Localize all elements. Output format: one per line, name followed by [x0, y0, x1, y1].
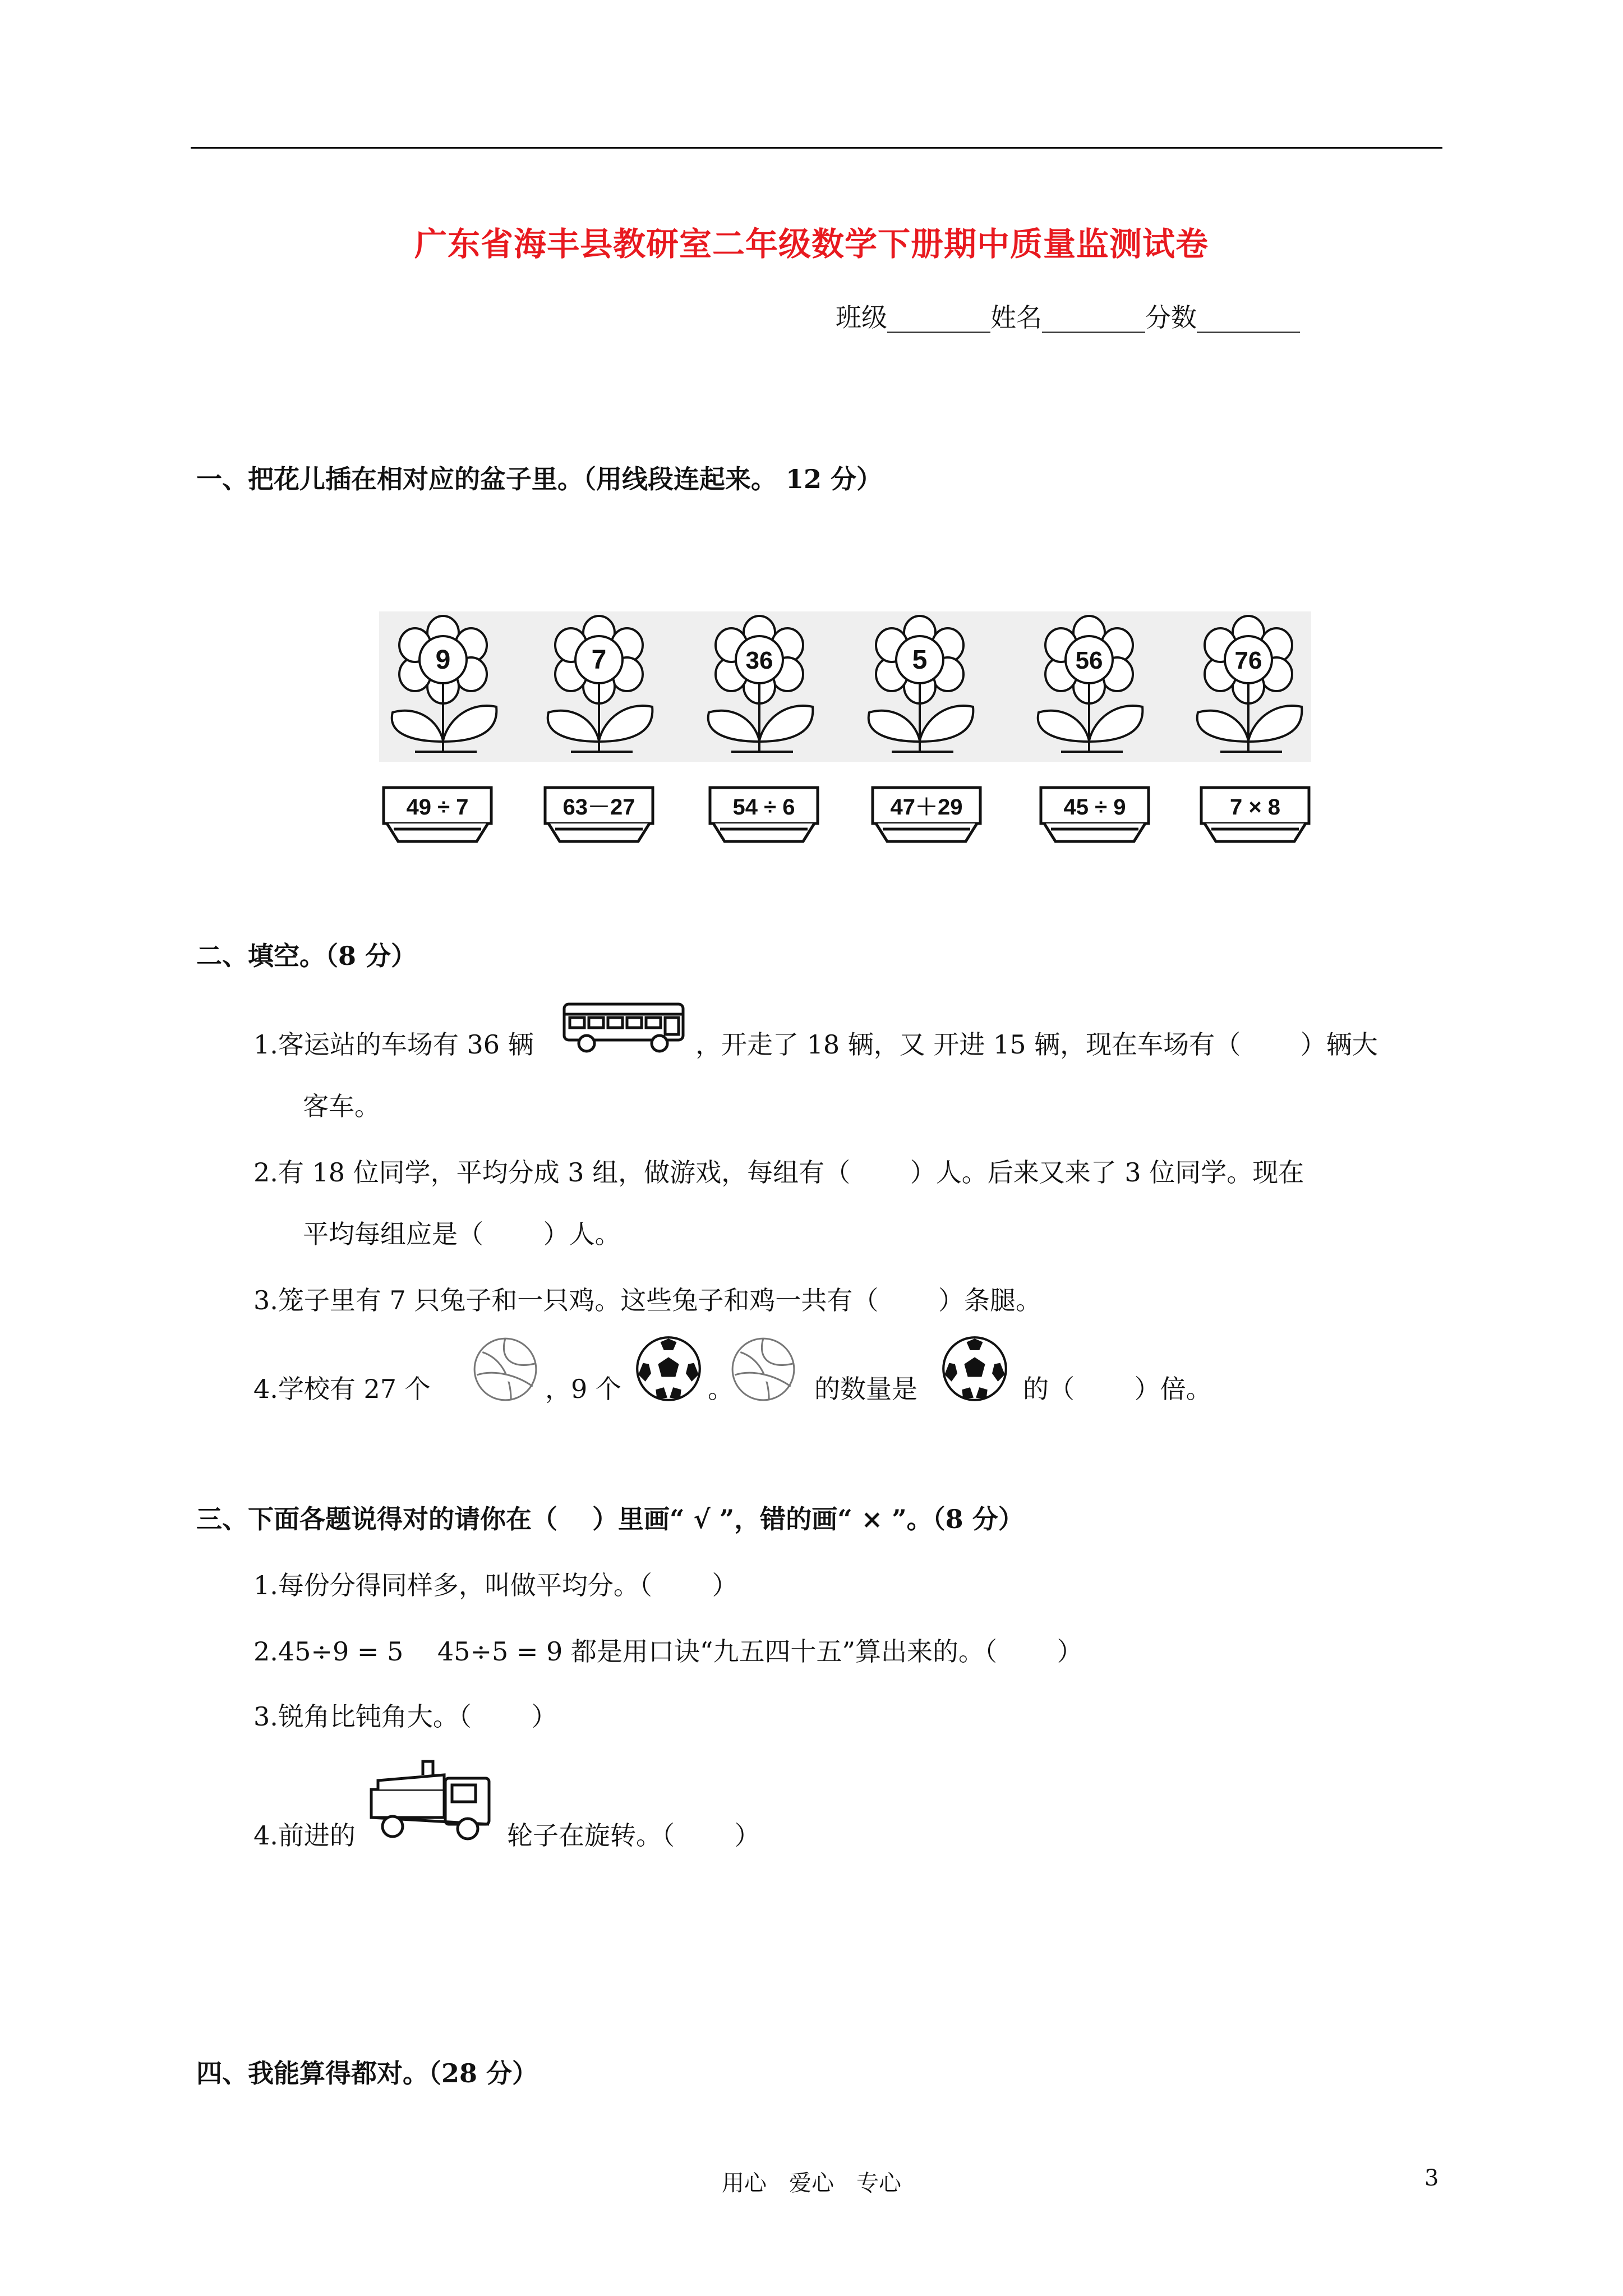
flower-4: [858, 611, 981, 762]
q2-4-part-e: 的（ ）倍。: [1023, 1374, 1212, 1404]
flower-6: [1187, 611, 1310, 762]
bus-icon: [561, 999, 689, 1055]
soccer-ball-icon: [634, 1334, 703, 1404]
truck-icon: [367, 1758, 496, 1842]
q3-1: 1.每份分得同样多，叫做平均分。（ ）: [253, 1570, 738, 1600]
volleyball-icon: [471, 1335, 540, 1404]
q2-4-part-d: 的数量是: [814, 1374, 917, 1404]
pot-3: [708, 785, 820, 845]
q2-4-part-b: ，9 个: [545, 1374, 621, 1404]
pot-label-4: 47＋29: [890, 795, 963, 820]
pot-4: [870, 785, 983, 845]
q2-1-part-a: 1.客运站的车场有 36 辆: [253, 1029, 534, 1060]
pot-5: [1039, 785, 1151, 845]
pot-label-2: 63－27: [562, 795, 635, 820]
flower-5: [1027, 611, 1151, 762]
flower-2: [537, 611, 661, 762]
q2-2-line-1: 2.有 18 位同学，平均分成 3 组，做游戏，每组有（ ）人。后来又来了 3 位同学。现在: [253, 1157, 1304, 1188]
flower-3: [698, 611, 821, 762]
q2-4-part-a: 4.学校有 27 个: [253, 1374, 431, 1404]
page-title: 广东省海丰县教研室二年级数学下册期中质量监测试卷: [414, 225, 1209, 263]
q2-4-part-c: 。: [708, 1374, 734, 1404]
section3-heading: 三、下面各题说得对的请你在（ ）里画“ √ ”，错的画“ × ”。（8 分）: [196, 1504, 1024, 1534]
volleyball-icon-2: [729, 1335, 797, 1404]
q3-4-part-b: 轮子在旋转。（ ）: [507, 1820, 760, 1851]
section2-heading: 二、填空。（8 分）: [196, 941, 417, 971]
soccer-ball-icon-2: [940, 1334, 1009, 1404]
pot-6: [1199, 785, 1311, 845]
footer-text: 用心 爱心 专心: [722, 2170, 901, 2196]
pot-label-3: 54 ÷ 6: [732, 795, 795, 820]
q2-3: 3.笼子里有 7 只兔子和一只鸡。这些兔子和鸡一共有（ ）条腿。: [253, 1285, 1042, 1315]
q3-2: 2.45÷9 = 5 45÷5 = 9 都是用口诀“九五四十五”算出来的。（ ）: [253, 1636, 1083, 1667]
flower-label-1: 9: [435, 645, 451, 675]
q2-1-part-c: 客车。: [303, 1091, 380, 1121]
page-number: 3: [1424, 2165, 1439, 2191]
pot-label-1: 49 ÷ 7: [406, 795, 469, 820]
header-rule: [191, 147, 1442, 149]
pot-1: [381, 785, 494, 845]
q2-1-part-b: ，开走了 18 辆，又 开进 15 辆，现在车场有（ ）辆大: [695, 1029, 1378, 1060]
section4-heading: 四、我能算得都对。（28 分）: [196, 2058, 538, 2088]
pot-label-6: 7 × 8: [1229, 795, 1281, 820]
student-info-line: 班级________姓名________分数________: [836, 302, 1300, 333]
q3-4-part-a: 4.前进的: [253, 1820, 356, 1851]
flower-label-4: 5: [912, 645, 928, 675]
section1-heading: 一、把花儿插在相对应的盆子里。（用线段连起来。 12 分）: [196, 464, 883, 494]
q3-3: 3.锐角比钝角大。（ ）: [253, 1701, 557, 1732]
q2-2-line-2: 平均每组应是（ ）人。: [303, 1219, 621, 1249]
flower-label-2: 7: [591, 645, 607, 675]
pot-2: [543, 785, 655, 845]
flower-label-6: 76: [1234, 647, 1262, 674]
pot-label-5: 45 ÷ 9: [1063, 795, 1126, 820]
flowers-panel: [379, 611, 1311, 762]
flower-label-3: 36: [745, 647, 773, 674]
flower-label-5: 56: [1075, 647, 1103, 674]
flower-1: [381, 611, 505, 762]
